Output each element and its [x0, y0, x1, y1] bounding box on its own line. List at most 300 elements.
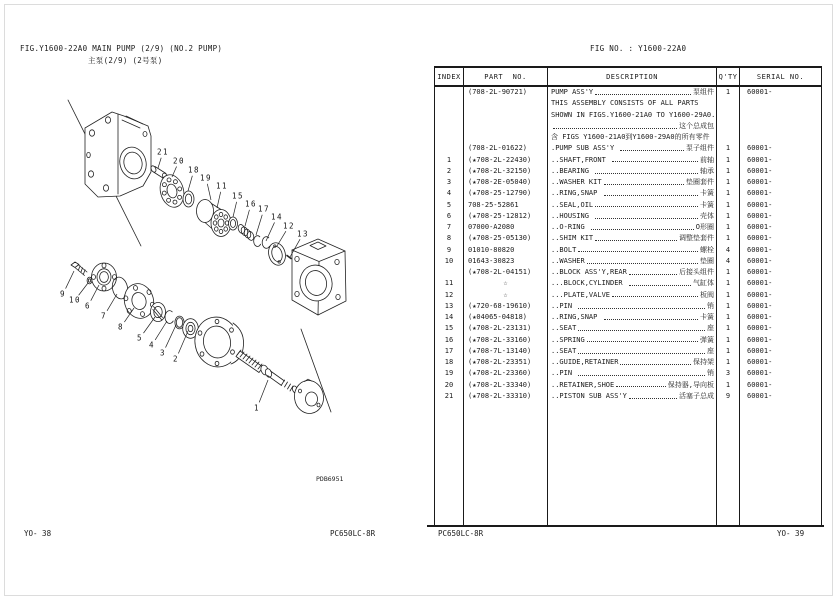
- description-en: ..BEARING: [551, 166, 594, 175]
- cell-description: [548, 233, 717, 244]
- cell-description: [548, 267, 717, 278]
- callout-leader-line: [158, 158, 161, 168]
- cell-index: 9: [435, 245, 464, 256]
- dot-leader: [578, 330, 705, 331]
- description-en: ..SEAT: [551, 324, 577, 333]
- description-en: ..SEAT: [551, 346, 577, 355]
- column-header: DESCRIPTION: [548, 68, 717, 85]
- table-row: [435, 245, 821, 256]
- cell-part-no: (★708-25-05130): [464, 233, 548, 244]
- callout-number: 18: [187, 165, 201, 175]
- cell-part-no: 07000-A2080: [464, 222, 548, 233]
- cell-qty: [717, 110, 740, 121]
- cell-qty: 3: [717, 368, 740, 379]
- ring-18: [183, 191, 194, 207]
- callout-leader-line: [172, 166, 177, 177]
- cell-part-no: (★720-68-19610): [464, 301, 548, 312]
- cell-index: 19: [435, 368, 464, 379]
- dot-leader: [578, 308, 705, 309]
- cell-index: 21: [435, 391, 464, 402]
- cell-serial-no: 60001-: [747, 155, 773, 164]
- dot-leader: [629, 285, 691, 286]
- cell-description: [548, 222, 717, 233]
- ring-17: [254, 236, 261, 247]
- cell-description: [548, 323, 717, 334]
- cell-part-no: (★708-25-12790): [464, 188, 548, 199]
- description-zh: 垫圈套件: [686, 178, 714, 186]
- cell-serial-no: 60001-: [747, 358, 773, 366]
- cell-qty: 1: [717, 155, 740, 166]
- description-en: ..SHIM KIT: [551, 234, 594, 243]
- description-zh: 卡簧: [700, 189, 714, 198]
- cell-qty: 1: [717, 211, 740, 222]
- description-zh: O形圈: [695, 223, 714, 231]
- callout-leader-line: [233, 202, 237, 217]
- table-row: [435, 87, 821, 98]
- cell-description: [548, 121, 717, 132]
- dot-leader: [595, 240, 677, 241]
- figure-code: PDB6951: [316, 475, 344, 483]
- cell-qty: 1: [717, 335, 740, 346]
- description-en: ..WASHER KIT: [551, 178, 602, 186]
- cell-qty: 1: [717, 380, 740, 391]
- cell-description: [548, 368, 717, 379]
- cell-serial-no: 60001-: [747, 223, 773, 231]
- callout-number: 7: [100, 311, 108, 321]
- column-header: INDEX: [435, 68, 464, 85]
- callout-number: 6: [84, 301, 92, 311]
- cell-description: [548, 211, 717, 222]
- cell-serial-no: 60001-: [747, 324, 773, 333]
- dot-leader: [587, 341, 698, 342]
- cell-part-no: [464, 121, 548, 132]
- cell-index: 1: [435, 155, 464, 166]
- cell-qty: 1: [717, 166, 740, 177]
- cell-serial-no: 60001-: [747, 313, 773, 321]
- table-row: [435, 98, 821, 109]
- callout-number: 21: [156, 147, 170, 157]
- description-en: ..SPRING: [551, 335, 585, 344]
- cell-qty: 1: [717, 312, 740, 323]
- dot-leader: [578, 375, 705, 376]
- table-row: [435, 267, 821, 278]
- cell-index: 12: [435, 290, 464, 301]
- cell-qty: 1: [717, 301, 740, 312]
- callout-number: 10: [68, 295, 82, 305]
- cell-qty: 1: [717, 143, 740, 154]
- description-en: ...BLOCK,CYLINDER: [551, 279, 627, 288]
- description-zh: 螺栓: [700, 245, 714, 254]
- cell-description: [548, 335, 717, 346]
- cell-index: 17: [435, 346, 464, 357]
- cell-serial-no: 60001-: [747, 369, 773, 378]
- cell-serial-no: 60001-: [747, 144, 773, 153]
- callout-leader-line: [266, 222, 275, 241]
- cell-part-no: (★708-2E-05040): [464, 177, 548, 188]
- callout-number: 1: [253, 403, 261, 413]
- cell-part-no: [464, 98, 548, 109]
- cell-qty: 1: [717, 357, 740, 368]
- cell-serial-no: [740, 121, 821, 132]
- cell-qty: 1: [717, 188, 740, 199]
- cell-part-no: (708-2L-01622): [464, 143, 548, 154]
- cell-index: 4: [435, 188, 464, 199]
- table-row: [435, 188, 821, 199]
- table-bottom-rule: [427, 525, 824, 527]
- cell-qty: [717, 132, 740, 143]
- callout-leader-line: [256, 215, 262, 235]
- table-row: [435, 335, 821, 346]
- cell-qty: 4: [717, 256, 740, 267]
- footer-model-left: PC650LC-8R: [330, 529, 376, 538]
- cell-part-no: (★708-2L-33340): [464, 380, 548, 391]
- fig-no-label: FIG NO. : Y1600-22A0: [590, 44, 687, 53]
- retainer-plate-20: [157, 172, 188, 210]
- cell-description: [548, 245, 717, 256]
- description-zh: 轴承: [700, 166, 714, 175]
- description-en: .PUMP SUB ASS'Y: [551, 144, 619, 153]
- callout-number: 4: [148, 340, 156, 350]
- description-en: ..PIN: [551, 369, 577, 378]
- cell-index: [435, 87, 464, 98]
- cell-description: [548, 346, 717, 357]
- footer-page-right: YO- 39: [777, 529, 805, 538]
- dot-leader: [612, 161, 698, 162]
- dot-leader: [604, 319, 698, 320]
- dot-leader: [620, 364, 691, 365]
- callout-leader-line: [155, 321, 167, 340]
- callout-number: 3: [159, 348, 167, 358]
- description-zh: 卡簧: [700, 313, 714, 321]
- table-row: [435, 233, 821, 244]
- callout-leader-line: [66, 271, 74, 289]
- callout-leader-line: [259, 380, 268, 402]
- callout-number: 19: [199, 173, 213, 183]
- description-en: ..PISTON SUB ASS'Y: [551, 391, 627, 400]
- cell-description: [548, 143, 717, 154]
- cell-part-no: ☆: [464, 278, 548, 289]
- description-en: ..SHAFT,FRONT: [551, 155, 611, 164]
- description-zh: 泵组件: [693, 88, 714, 96]
- bolt-9: [71, 262, 87, 276]
- table-row: [435, 110, 821, 121]
- cell-index: 3: [435, 177, 464, 188]
- callout-leader-line: [217, 192, 221, 208]
- callout-number: 9: [59, 289, 67, 299]
- cell-description: [548, 357, 717, 368]
- front-housing: [85, 112, 151, 197]
- dot-leader: [578, 353, 705, 354]
- cell-qty: [717, 98, 740, 109]
- cell-index: 16: [435, 335, 464, 346]
- callout-number: 12: [282, 221, 296, 231]
- cell-qty: 1: [717, 346, 740, 357]
- cell-description: [548, 200, 717, 211]
- cell-index: [435, 98, 464, 109]
- cell-part-no: [464, 110, 548, 121]
- cell-index: 18: [435, 357, 464, 368]
- figure-title: FIG.Y1600-22A0 MAIN PUMP (2/9) (NO.2 PUMP): [20, 44, 223, 53]
- description-en: ..PIN: [551, 301, 577, 310]
- cell-part-no: 01010-80820: [464, 245, 548, 256]
- description-en: PUMP ASS'Y: [551, 88, 594, 96]
- cell-qty: [717, 121, 740, 132]
- callout-number: 20: [172, 156, 186, 166]
- table-row: [435, 380, 821, 391]
- cell-qty: 9: [717, 391, 740, 402]
- callout-number: 14: [270, 212, 284, 222]
- callout-leader-line: [79, 283, 88, 295]
- cell-description: [548, 391, 717, 402]
- callout-leader-line: [207, 184, 211, 200]
- description-zh: 后接头组件: [679, 268, 714, 276]
- cell-part-no: (★04065-04818): [464, 312, 548, 323]
- cell-qty: 1: [717, 233, 740, 244]
- cell-serial-no: 60001-: [747, 290, 773, 299]
- cell-part-no: (★708-2L-23360): [464, 368, 548, 379]
- dot-leader: [553, 128, 677, 129]
- dot-leader: [578, 251, 698, 252]
- cell-index: [435, 143, 464, 154]
- cell-qty: 1: [717, 222, 740, 233]
- cell-index: 7: [435, 222, 464, 233]
- description-en: ..GUIDE,RETAINER: [551, 358, 619, 366]
- cell-index: 10: [435, 256, 464, 267]
- table-row: [435, 357, 821, 368]
- description-zh: 销: [707, 369, 714, 378]
- cell-serial-no: 60001-: [747, 279, 773, 288]
- description-en: ..SEAL,OIL: [551, 200, 594, 209]
- cell-qty: 1: [717, 323, 740, 334]
- cell-description: [548, 177, 717, 188]
- cell-part-no: (★708-2L-33160): [464, 335, 548, 346]
- cell-part-no: [464, 132, 548, 143]
- cell-description: [548, 290, 717, 301]
- description-zh: 销: [707, 301, 714, 310]
- description-zh: 壳体: [700, 211, 714, 220]
- dot-leader: [629, 274, 677, 275]
- table-row: [435, 166, 821, 177]
- column-header: SERIAL NO.: [756, 72, 805, 81]
- table-row: [435, 312, 821, 323]
- description-zh: 弹簧: [700, 335, 714, 344]
- dot-leader: [587, 263, 698, 264]
- description-en: ..HOUSING: [551, 211, 594, 220]
- description-zh: 气缸体: [693, 279, 714, 288]
- callout-leader-line: [107, 294, 117, 311]
- cell-index: 11: [435, 278, 464, 289]
- description-en: THIS ASSEMBLY CONSISTS OF ALL PARTS: [551, 99, 699, 108]
- cell-index: [435, 132, 464, 143]
- table-row: [435, 222, 821, 233]
- cell-serial-no: [740, 110, 821, 121]
- spring-16: [237, 224, 255, 242]
- callout-number: 17: [257, 204, 271, 214]
- cell-part-no: (708-2L-90721): [464, 87, 548, 98]
- callout-number: 13: [296, 229, 310, 239]
- table-row: [435, 301, 821, 312]
- table-row: [435, 121, 821, 132]
- callout-leader-line: [277, 231, 286, 246]
- description-zh: 泵子组件: [686, 144, 714, 153]
- table-row: [435, 323, 821, 334]
- table-row: [435, 346, 821, 357]
- description-zh: 这个总成包: [679, 121, 714, 130]
- dot-leader: [595, 94, 691, 95]
- description-en: 含 FIGS Y1600-21A0到Y1600-29A0的所有零件: [551, 133, 710, 141]
- parts-table-filler: [435, 402, 821, 526]
- parts-table-body: [435, 87, 821, 402]
- table-row: [435, 256, 821, 267]
- cell-serial-no: [740, 132, 821, 143]
- callout-number: 15: [231, 191, 245, 201]
- cell-part-no: (★708-2L-33310): [464, 391, 548, 402]
- exploded-diagram: [0, 0, 430, 560]
- description-zh: 活塞子总成: [679, 391, 714, 400]
- description-en: ..RETAINER,SHOE: [551, 380, 615, 389]
- cylinder-block-11: [197, 200, 232, 237]
- description-en: ..BOLT: [551, 245, 577, 254]
- callout-number: 8: [117, 322, 125, 332]
- cell-description: [548, 380, 717, 391]
- column-header: PART NO.: [464, 68, 548, 85]
- cell-index: 8: [435, 233, 464, 244]
- cell-serial-no: 60001-: [747, 245, 773, 254]
- description-zh: 保持架: [693, 358, 714, 366]
- shaft-1: [236, 350, 303, 397]
- dot-leader: [620, 150, 684, 151]
- cell-serial-no: 60001-: [747, 166, 773, 175]
- cell-serial-no: 60001-: [747, 200, 773, 209]
- cell-serial-no: 60001-: [747, 391, 773, 400]
- description-en: ...PLATE,VALVE: [551, 290, 611, 299]
- dot-leader: [591, 229, 694, 230]
- cell-serial-no: 60001-: [747, 380, 773, 389]
- cell-index: [435, 110, 464, 121]
- ring-15: [229, 217, 238, 230]
- flange-6: [92, 263, 117, 291]
- parts-table: [434, 66, 822, 526]
- cell-serial-no: 60001-: [747, 268, 773, 276]
- table-row: [435, 177, 821, 188]
- callout-number: 5: [136, 333, 144, 343]
- cell-serial-no: 60001-: [747, 234, 773, 243]
- cell-qty: 1: [717, 87, 740, 98]
- callout-leader-line: [178, 331, 188, 353]
- description-en: ..BLOCK ASS'Y,REAR: [551, 268, 627, 276]
- cell-serial-no: 60001-: [747, 346, 773, 355]
- callout-leader-line: [91, 285, 99, 301]
- cell-index: [435, 267, 464, 278]
- cell-part-no: 708-25-52861: [464, 200, 548, 211]
- cell-qty: 1: [717, 200, 740, 211]
- snap-ring-4: [165, 311, 173, 324]
- cell-qty: 4: [717, 245, 740, 256]
- cell-description: [548, 278, 717, 289]
- cell-description: [548, 98, 717, 109]
- cell-part-no: (★708-7L-13140): [464, 346, 548, 357]
- dot-leader: [616, 386, 666, 387]
- dot-leader: [595, 218, 698, 219]
- dot-leader: [604, 195, 698, 196]
- description-en: ..WASHER: [551, 256, 585, 265]
- table-row: [435, 132, 821, 143]
- cell-qty: 1: [717, 177, 740, 188]
- footer-model-right: PC650LC-8R: [438, 529, 484, 538]
- cell-index: 14: [435, 312, 464, 323]
- cell-serial-no: 60001-: [747, 335, 773, 344]
- footer-page-left: YO- 38: [24, 529, 52, 538]
- cell-description: [548, 188, 717, 199]
- cell-qty: 1: [717, 278, 740, 289]
- cell-index: 15: [435, 323, 464, 334]
- cell-description: [548, 166, 717, 177]
- callout-number: 16: [244, 199, 258, 209]
- column-header: Q'TY: [717, 68, 740, 85]
- callout-leader-line: [166, 325, 176, 348]
- table-row: [435, 290, 821, 301]
- cell-serial-no: 60001-: [747, 88, 773, 96]
- table-row: [435, 143, 821, 154]
- callout-leader-line: [245, 210, 249, 226]
- cell-index: 13: [435, 301, 464, 312]
- description-zh: 前轴: [700, 155, 714, 164]
- cell-serial-no: 60001-: [747, 189, 773, 198]
- description-zh: 保持器,导向板: [667, 380, 714, 389]
- description-zh: 卡簧: [700, 200, 714, 209]
- cell-description: [548, 256, 717, 267]
- cell-part-no: (★708-25-12812): [464, 211, 548, 222]
- description-zh: 板阀: [700, 290, 714, 299]
- cell-serial-no: 60001-: [747, 178, 773, 186]
- dot-leader: [595, 206, 698, 207]
- cell-index: 2: [435, 166, 464, 177]
- description-en: SHOWN IN FIGS.Y1600-21A0 TO Y1600-29A0.: [551, 110, 716, 119]
- dot-leader: [612, 296, 698, 297]
- table-row: [435, 200, 821, 211]
- dot-leader: [629, 398, 677, 399]
- cell-index: 20: [435, 380, 464, 391]
- snap-ring-14: [262, 237, 269, 249]
- table-row: [435, 211, 821, 222]
- cell-index: [435, 121, 464, 132]
- cell-part-no: (★708-2L-04151): [464, 267, 548, 278]
- cell-serial-no: 60001-: [747, 301, 773, 310]
- cradle-housing: [191, 314, 244, 371]
- cell-serial-no: 60001-: [747, 256, 773, 265]
- dot-leader: [595, 173, 698, 174]
- description-zh: 调整垫套件: [679, 234, 714, 243]
- cell-description: [548, 301, 717, 312]
- description-en: ..RING,SNAP: [551, 189, 602, 198]
- cell-serial-no: 60001-: [747, 211, 773, 220]
- description-zh: 垫圈: [700, 256, 714, 265]
- table-row: [435, 368, 821, 379]
- table-row: [435, 391, 821, 402]
- cell-description: [548, 155, 717, 166]
- callout-number: 2: [172, 354, 180, 364]
- cell-part-no: (★708-2L-23131): [464, 323, 548, 334]
- callout-leader-line: [143, 317, 155, 333]
- cell-serial-no: [740, 98, 821, 109]
- cell-description: [548, 110, 717, 121]
- cell-part-no: 01643-30823: [464, 256, 548, 267]
- rear-block: [292, 239, 346, 315]
- cell-qty: 1: [717, 290, 740, 301]
- callout-leader-line: [188, 176, 192, 191]
- cell-qty: 1: [717, 267, 740, 278]
- figure-title-chinese: 主泵(2/9) (2号泵): [88, 56, 163, 65]
